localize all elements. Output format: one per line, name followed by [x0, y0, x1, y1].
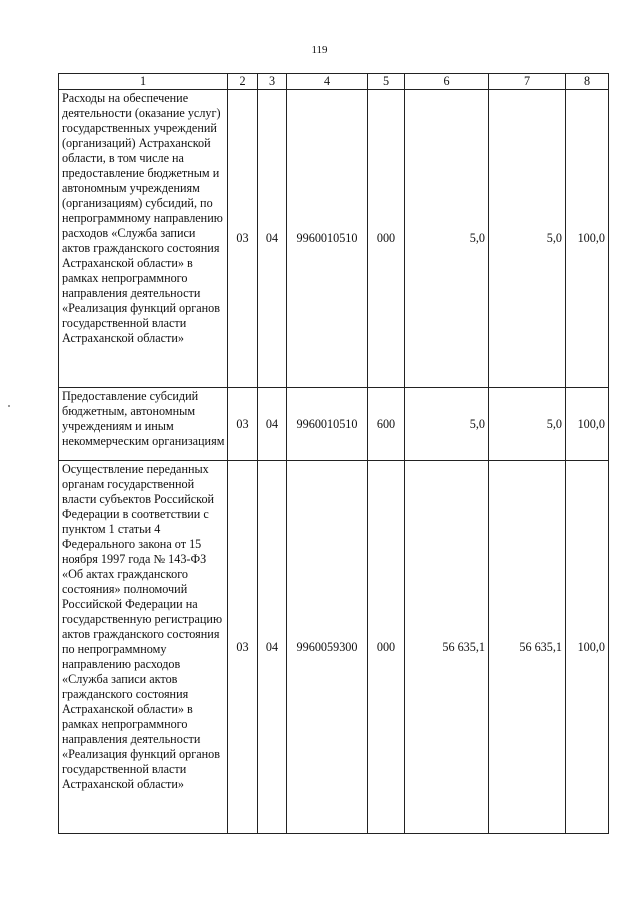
header-cell-1: 1	[59, 74, 228, 90]
row-subsection: 04	[258, 388, 287, 461]
header-cell-2: 2	[228, 74, 258, 90]
table-header-row	[59, 74, 609, 90]
header-cell-5: 5	[368, 74, 405, 90]
row-percent: 100,0	[566, 90, 609, 388]
budget-table	[58, 73, 609, 834]
row-plan-amount: 56 635,1	[405, 461, 489, 834]
header-cell-6: 6	[405, 74, 489, 90]
row-subsection: 04	[258, 461, 287, 834]
header-cell-3: 3	[258, 74, 287, 90]
table-row	[59, 461, 609, 834]
header-cell-7: 7	[489, 74, 566, 90]
row-actual-amount: 56 635,1	[489, 461, 566, 834]
row-actual-amount: 5,0	[489, 90, 566, 388]
header-cell-8: 8	[566, 74, 609, 90]
row-expense-type: 000	[368, 461, 405, 834]
row-section: 03	[228, 90, 258, 388]
table-row	[59, 90, 609, 388]
row-plan-amount: 5,0	[405, 90, 489, 388]
row-name: Расходы на обеспечение деятельности (оказание услуг) государственных учреждений (организаций) Астраханской области, в том числе на предоставление бюджетным и автономным учреждениям (организациям) субсидий, по непрограммному направлению расходов «Служба записи актов гражданского состояния Астраханской области» в рамках непрограммного направления деятельности «Реализация функций органов государственной власти Астраханской области»	[59, 90, 228, 388]
page-number: 119	[311, 44, 328, 56]
scan-speck	[8, 405, 10, 407]
row-target-article: 9960010510	[287, 90, 368, 388]
row-expense-type: 000	[368, 90, 405, 388]
row-percent: 100,0	[566, 461, 609, 834]
row-name: Предоставление субсидий бюджетным, автономным учреждениям и иным некоммерческим организациям	[59, 388, 228, 461]
row-section: 03	[228, 388, 258, 461]
row-subsection: 04	[258, 90, 287, 388]
row-target-article: 9960010510	[287, 388, 368, 461]
row-section: 03	[228, 461, 258, 834]
row-plan-amount: 5,0	[405, 388, 489, 461]
header-cell-4: 4	[287, 74, 368, 90]
row-name: Осуществление переданных органам государственной власти субъектов Российской Федерации в соответствии с пунктом 1 статьи 4 Федерального закона от 15 ноября 1997 года № 143-ФЗ «Об актах гражданского состояния» полномочий Российской Федерации на государственную регистрацию актов гражданского состояния по непрограммному направлению расходов «Служба записи актов гражданского состояния Астраханской области» в рамках непрограммного направления деятельности «Реализация функций органов государственной власти Астраханской области»	[59, 461, 228, 834]
row-target-article: 9960059300	[287, 461, 368, 834]
row-actual-amount: 5,0	[489, 388, 566, 461]
row-expense-type: 600	[368, 388, 405, 461]
row-percent: 100,0	[566, 388, 609, 461]
table-row	[59, 388, 609, 461]
